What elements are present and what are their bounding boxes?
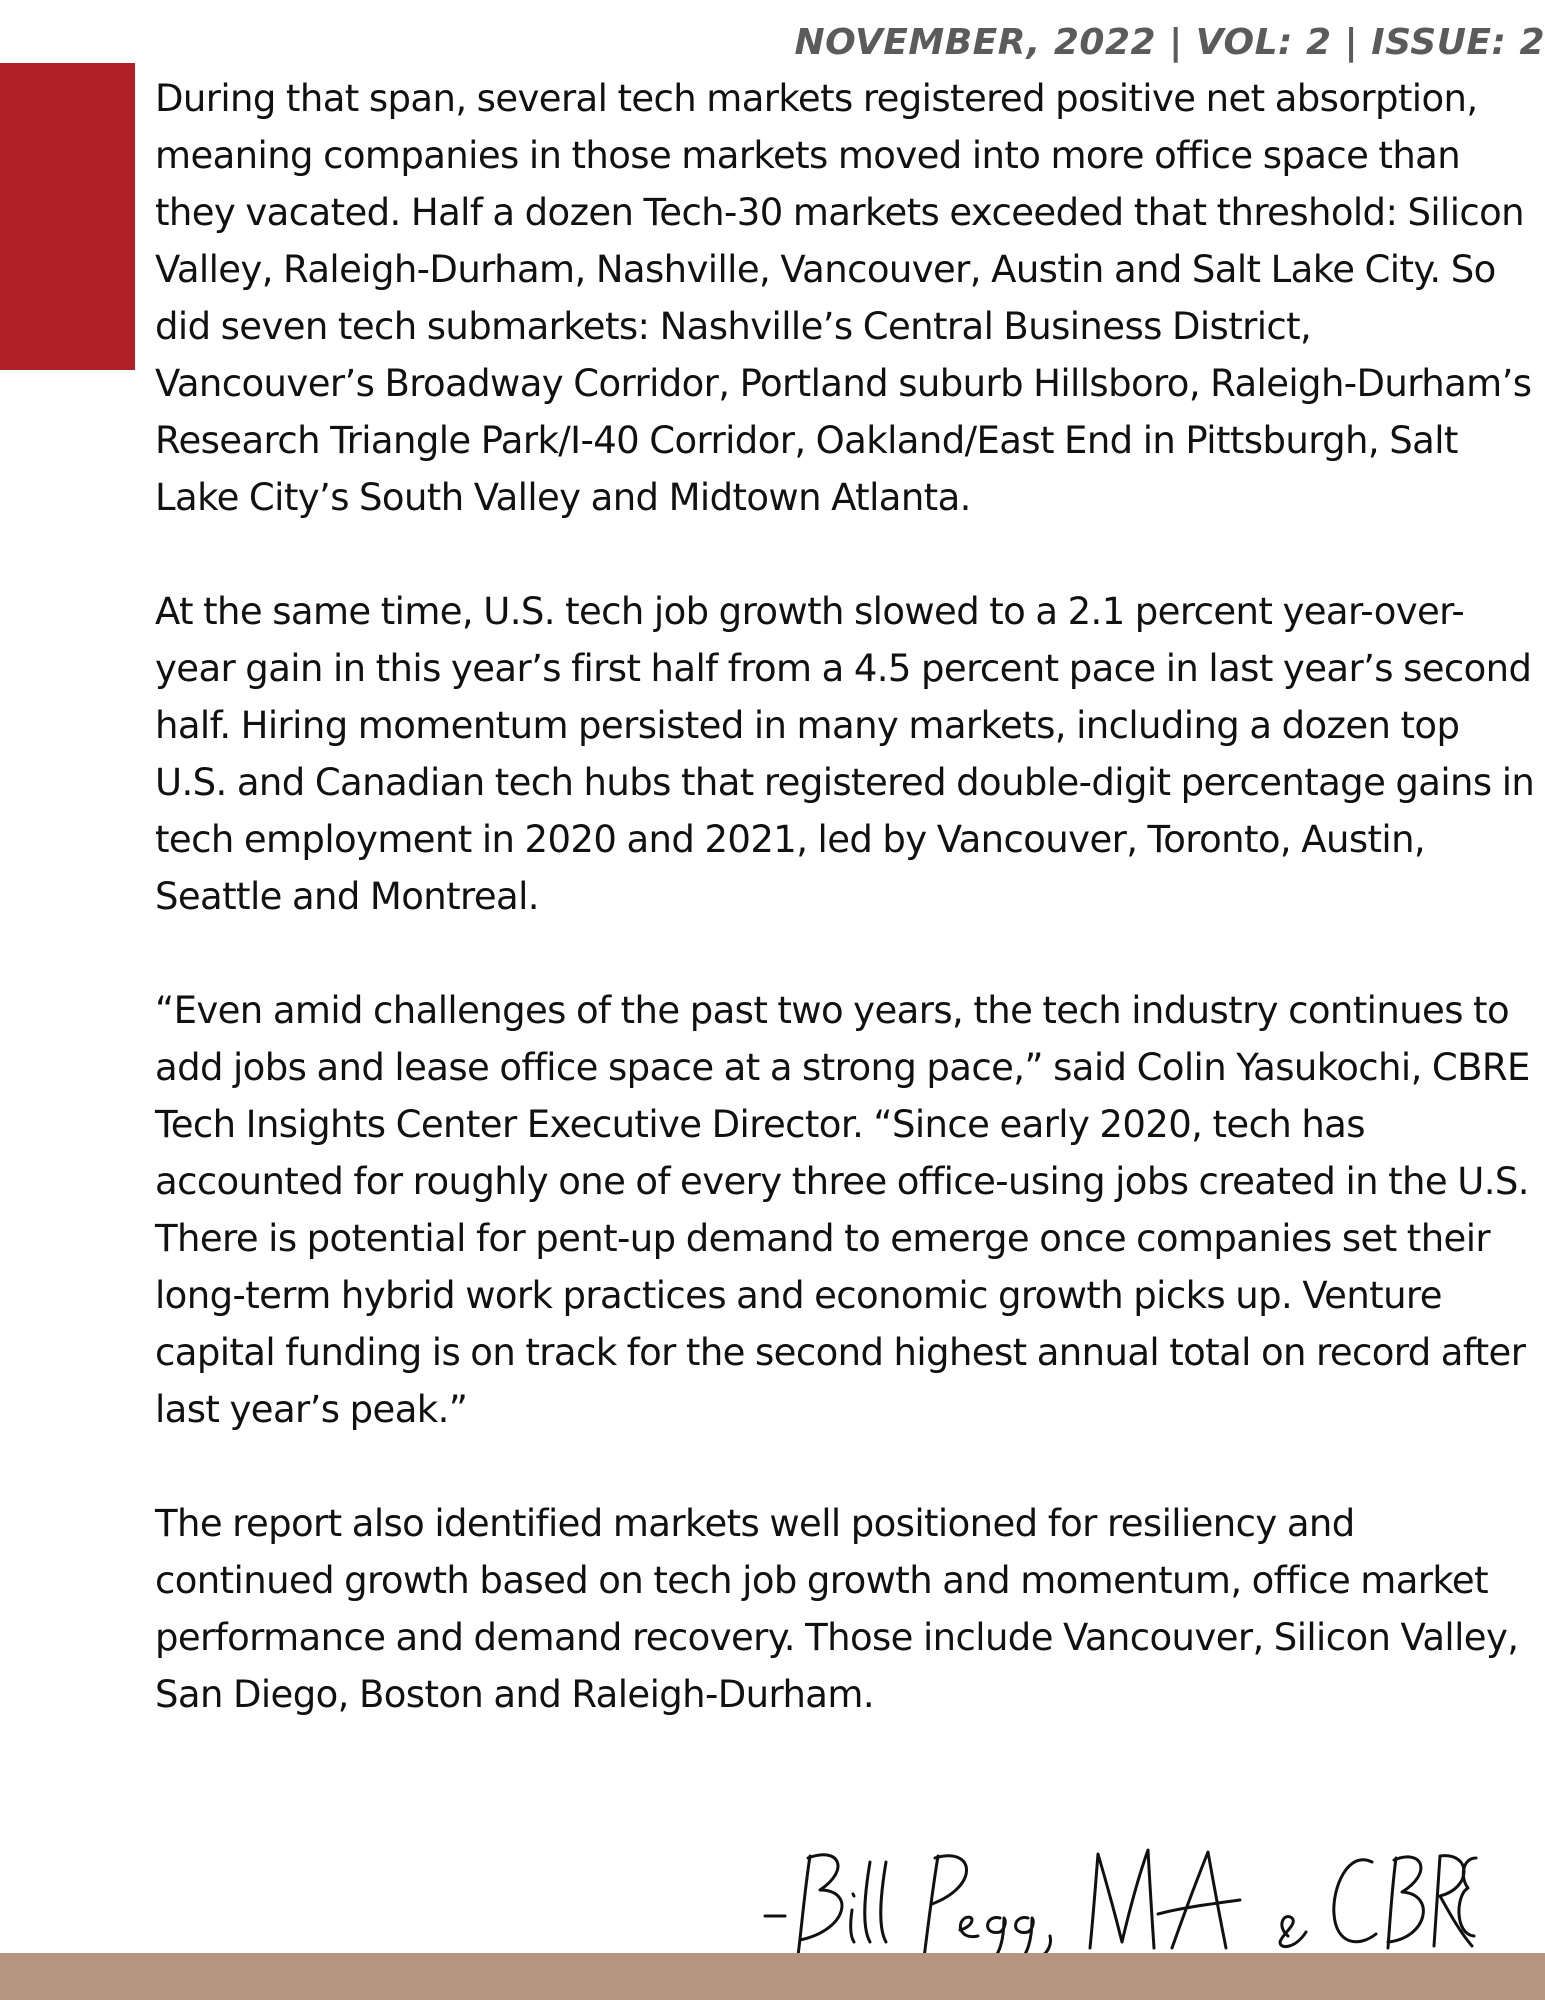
paragraph-net-absorption: During that span, several tech markets registered positive net absorption, meaning companies in those markets moved into more office space than they vacated. Half a dozen Tech-30 markets exceeded that threshold: Silicon Valley, Raleigh-Durham, Nashville, Vancouver, Austin and Salt Lake City. So did seven tech submarkets: Nashville’s Central Business District, Vancouver’s Broadway Corridor, Portland suburb Hillsboro, Raleigh-Durham’s Research Triangle Park/I-40 Corridor, Oakland/East End in Pittsburgh, Salt Lake City’s South Valley and Midtown Atlanta. (155, 77, 1532, 519)
paragraph-resilient-markets: The report also identified markets well positioned for resiliency and continued growth based on tech job growth and momentum, office market performance and demand recovery. Those include Vancouver, Silicon Valley, San Diego, Boston and Raleigh-Durham. (155, 1502, 1519, 1716)
article-body (155, 70, 1540, 1780)
footer-bar (0, 1953, 1545, 2000)
paragraph-executive-quote: “Even amid challenges of the past two years, the tech industry continues to add jobs and lease office space at a strong pace,” said Colin Yasukochi, CBRE Tech Insights Center Executive Director. “Since early 2020, tech has accounted for roughly one of every three office-using jobs created in the U.S. There is potential for pent-up demand to emerge once companies set their long-term hybrid work practices and economic growth picks up. Venture capital funding is on track for the second highest annual total on record after last year’s peak.” (155, 989, 1530, 1431)
red-accent-block (0, 63, 135, 370)
issue-header: NOVEMBER, 2022 | VOL: 2 | ISSUE: 2 (794, 22, 1545, 63)
paragraph-job-growth: At the same time, U.S. tech job growth slowed to a 2.1 percent year-over-year gain in this year’s first half from a 4.5 percent pace in last year’s second half. Hiring momentum persisted in many markets, including a dozen top U.S. and Canadian tech hubs that registered double-digit percentage gains in tech employment in 2020 and 2021, led by Vancouver, Toronto, Austin, Seattle and Montreal. (155, 590, 1535, 918)
signature (760, 1838, 1480, 1963)
